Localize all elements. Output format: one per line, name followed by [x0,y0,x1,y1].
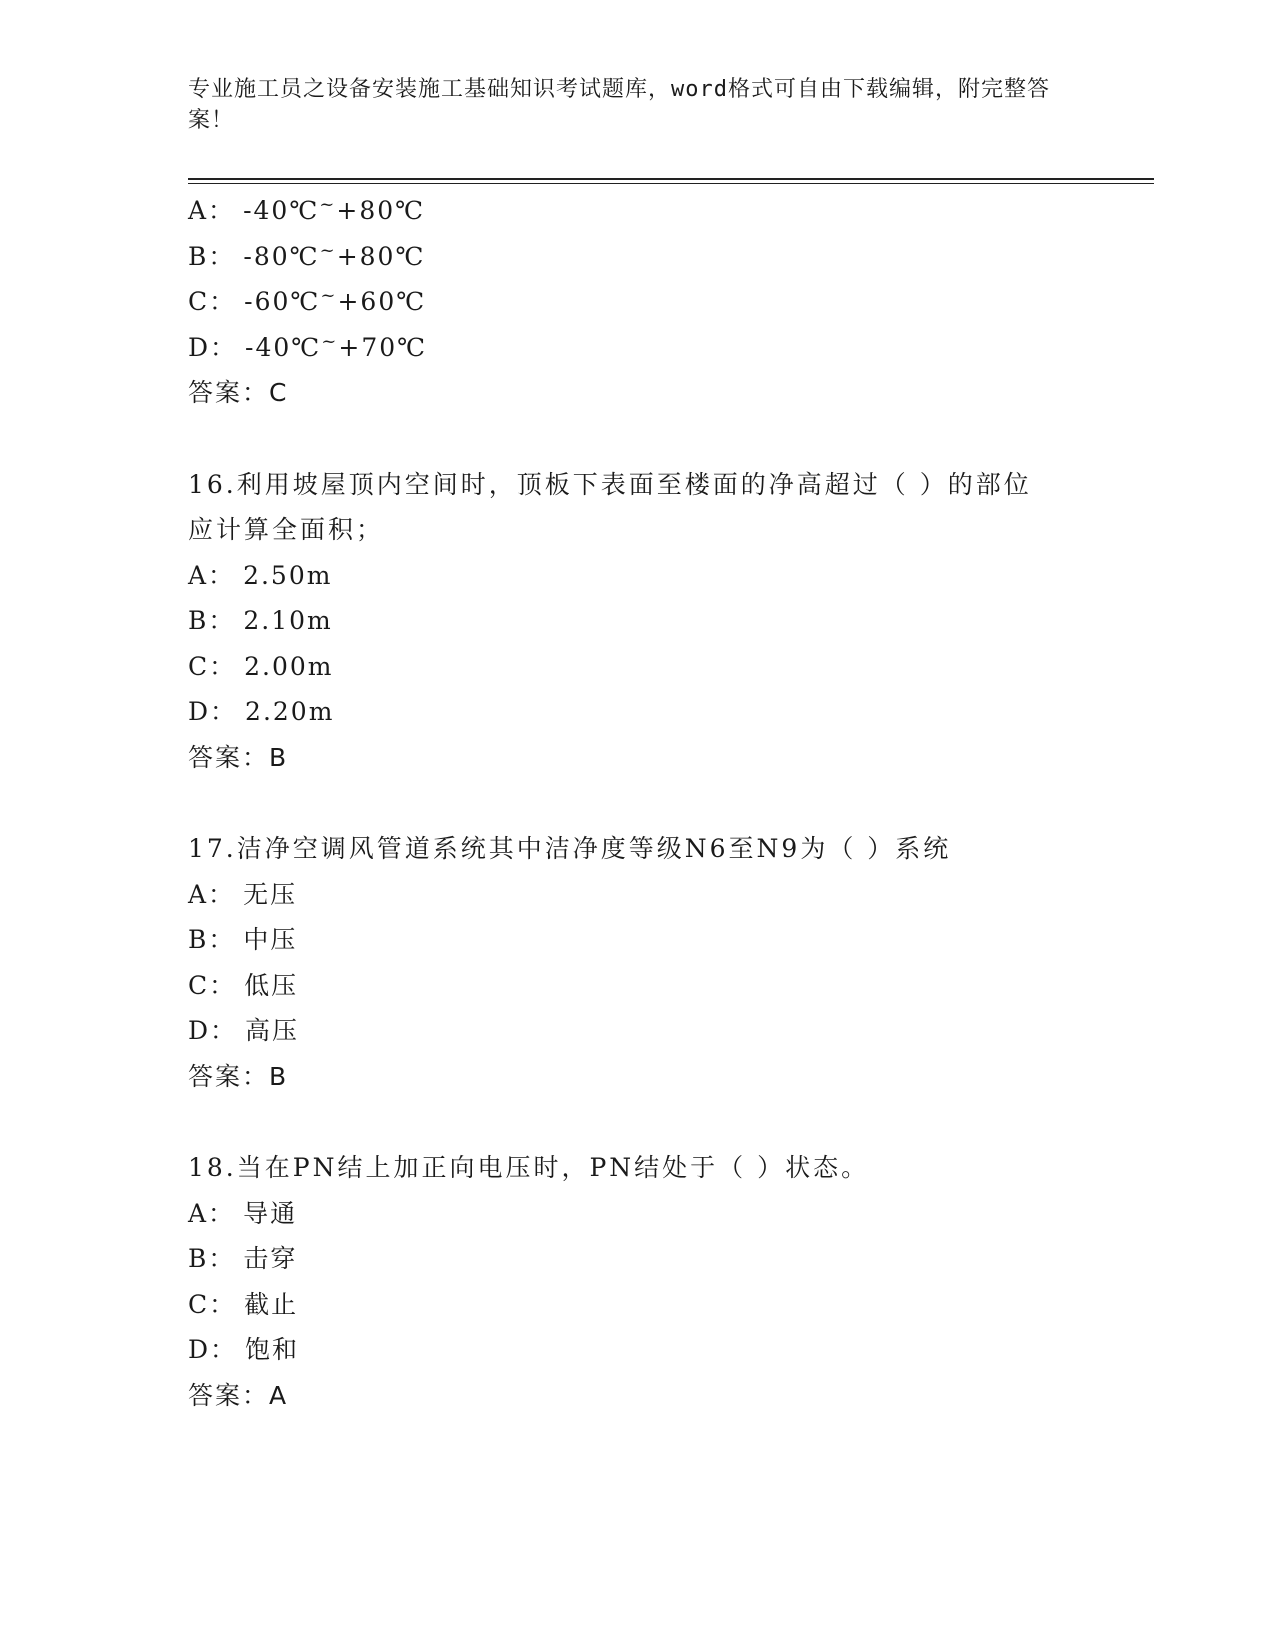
option-text: 中压 [243,925,298,954]
question-stem-line-1: 16.利用坡屋顶内空间时，顶板下表面至楼面的净高超过（ ）的部位 [188,469,1032,499]
question-list [188,188,1088,1418]
option-text: -40℃~+70℃ [245,330,428,362]
option-b [188,234,1088,280]
option-a [188,553,1088,599]
option-letter: C： [188,970,237,1000]
option-b [188,598,1088,644]
question-16 [188,462,1088,781]
option-letter: C： [188,651,237,681]
option-letter: D： [188,1016,238,1045]
option-text: -80℃~+80℃ [243,239,426,271]
option-text: 2.10m [243,606,333,635]
spacer [188,1099,1088,1145]
option-text: 饱和 [245,1335,300,1364]
header-text: 专业施工员之设备安装施工基础知识考试题库，word格式可自由下载编辑，附完整答案！ [188,77,1050,133]
option-text: 2.50m [243,560,333,590]
answer-label: 答案：B [188,742,289,772]
option-letter: B： [188,925,236,954]
spacer [188,416,1088,462]
option-letter: D： [188,332,238,362]
answer-label: 答案：C [188,378,289,407]
option-letter: A： [188,196,236,225]
option-c [188,963,1088,1009]
option-letter: D： [188,1335,238,1364]
answer-label: 答案：A [188,1380,289,1410]
answer-label: 答案：B [188,1061,289,1091]
option-text: 无压 [243,879,298,909]
option-text: -40℃~+80℃ [243,194,426,225]
option-d [188,325,1088,371]
option-letter: A： [188,879,236,909]
option-d [188,689,1088,735]
question-stem-line-2: 应计算全面积； [188,515,385,544]
option-text: 2.00m [244,651,334,681]
question-15 [188,188,1088,416]
question-17 [188,826,1088,1099]
option-c [188,644,1088,690]
option-letter: D： [188,697,238,726]
option-a [188,188,1088,234]
option-text: 高压 [245,1016,300,1045]
option-text: 导通 [243,1198,298,1228]
option-text: -60℃~+60℃ [244,285,427,316]
document-header [188,74,1068,136]
option-text: 击穿 [243,1244,298,1273]
option-letter: B： [188,241,236,271]
spacer [188,780,1088,826]
option-letter: C： [188,287,237,316]
option-b [188,917,1088,963]
option-c [188,1282,1088,1328]
option-letter: A： [188,560,236,590]
option-a [188,872,1088,918]
option-b [188,1236,1088,1282]
option-text: 截止 [244,1289,299,1319]
option-letter: B： [188,1244,236,1273]
option-a [188,1191,1088,1237]
option-d [188,1008,1088,1054]
option-c [188,279,1088,325]
question-stem: 18.当在PN结上加正向电压时，PN结处于（ ）状态。 [188,1153,870,1182]
header-rule-thick [188,178,1154,180]
header-rule-thin [188,183,1154,184]
option-letter: A： [188,1198,236,1228]
option-letter: C： [188,1289,237,1319]
question-stem: 17.洁净空调风管道系统其中洁净度等级N6至N9为（ ）系统 [188,834,952,863]
question-18 [188,1145,1088,1418]
option-d [188,1327,1088,1373]
question-stem [188,462,1068,553]
option-letter: B： [188,606,236,635]
option-text: 2.20m [245,697,335,726]
option-text: 低压 [244,970,299,1000]
